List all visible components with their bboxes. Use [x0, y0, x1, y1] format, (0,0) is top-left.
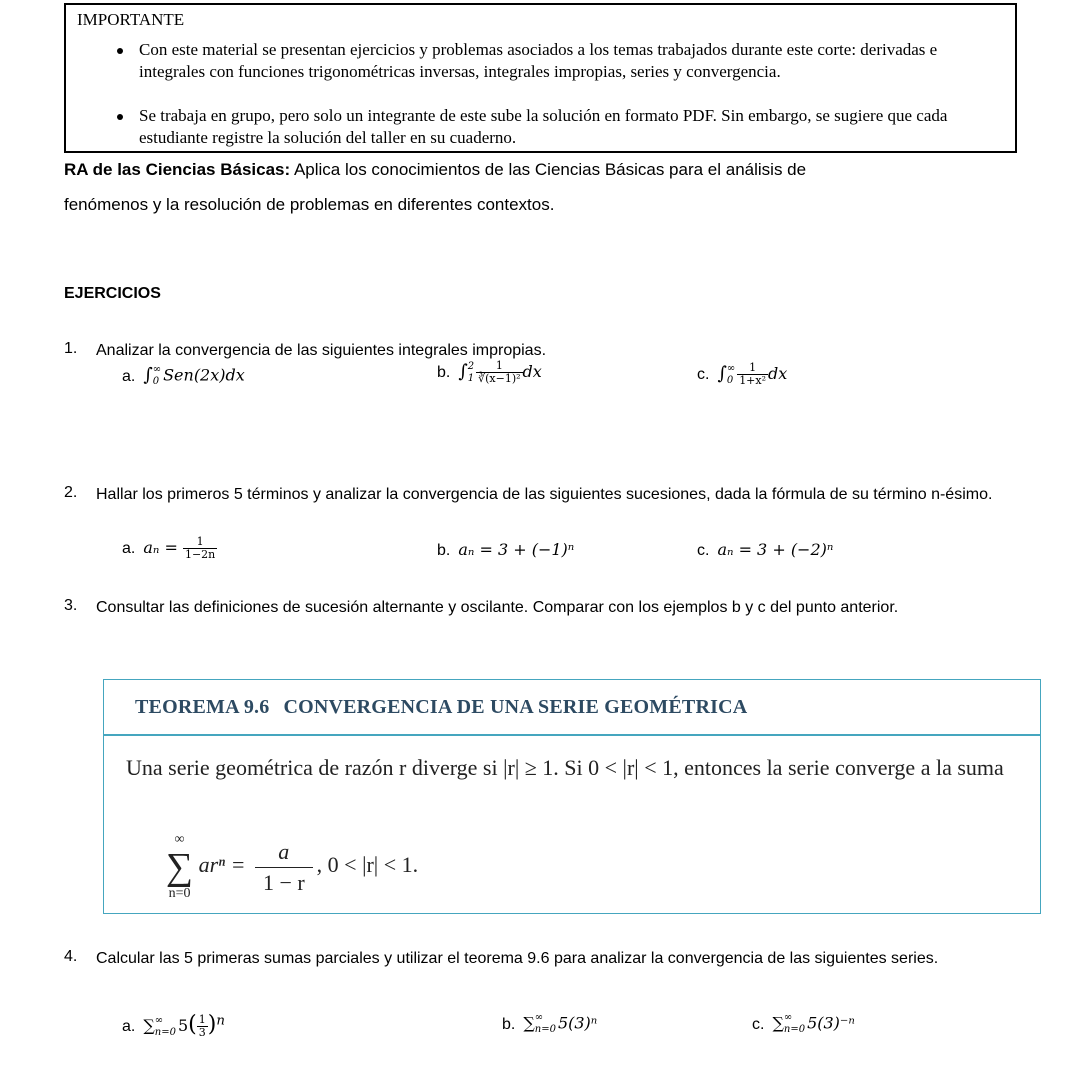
item-label: b. [437, 542, 451, 559]
series-term: 5(3)ⁿ [557, 1013, 598, 1033]
integral-sign-icon: ∫ [717, 363, 727, 384]
theorem-formula [166, 832, 418, 902]
sigma-icon: ∞ ∑ n=0 [166, 832, 194, 901]
exercise-text: Calcular las 5 primeras sumas parciales y utilizar el teorema 9.6 para analizar la convergencia de las siguientes series. [96, 950, 939, 967]
integrand: Sen(2x)dx [163, 365, 245, 385]
ra-paragraph [64, 160, 1024, 180]
exercise-1b [437, 360, 542, 385]
item-label: a. [122, 540, 136, 557]
sum-sign-icon: ∑ [523, 1013, 535, 1033]
sequence-formula: aₙ = 3 + (−2)ⁿ [717, 540, 834, 559]
sum-limits: ∞ n=0 [154, 1014, 176, 1038]
exercise-number: 1. [64, 340, 78, 357]
exercise-1c [697, 362, 787, 387]
bullet-dot-icon [117, 48, 123, 54]
theorem-title [135, 696, 747, 719]
theorem-box [103, 679, 1041, 914]
item-label: a. [122, 1018, 136, 1035]
item-label: a. [122, 367, 136, 385]
exercise-number: 3. [64, 597, 78, 614]
formula-term: arⁿ = [198, 852, 246, 878]
item-label: b. [502, 1015, 516, 1033]
paren-close: ) [207, 1012, 217, 1037]
fraction: $\frac{1}{\text{1+x²}}$ [739, 361, 767, 387]
sequence-formula: aₙ = 3 + (−1)ⁿ [458, 540, 575, 559]
theorem-name: CONVERGENCIA DE UNA SERIE GEOMÉTRICA [283, 696, 748, 718]
exercise-text: Hallar los primeros 5 términos y analizar la convergencia de las siguientes sucesiones, dada la fórmula de su término n-ésimo. [96, 486, 993, 503]
exercise-2b [437, 540, 574, 560]
integral-sign-icon: ∫ [458, 361, 468, 382]
important-bullet-text: Se trabaja en grupo, pero solo un integrante de este sube la solución en formato PDF. Sin embargo, se sugiere que cada estudiante registre la solución del taller en su cuaderno. [139, 106, 948, 147]
sequence-lhs: aₙ = [143, 538, 178, 557]
exercise-4a [122, 1012, 225, 1039]
sum-limits: ∞ n=0 [534, 1012, 556, 1035]
item-label: c. [697, 366, 710, 383]
formula-fraction: $\frac{a}{1 - r}$ [255, 837, 313, 898]
important-notice-box [64, 3, 1017, 153]
item-label: b. [437, 364, 451, 381]
fraction: $\frac{1}{3}$ [198, 1013, 206, 1039]
integral-limits: ∞ 0 [726, 362, 736, 386]
bullet-dot-icon [117, 114, 123, 120]
exercise-2a [122, 536, 217, 561]
paren-open: ( [188, 1012, 197, 1037]
item-label: c. [752, 1015, 765, 1033]
exercise-4b [502, 1012, 597, 1036]
ra-label: RA de las Ciencias Básicas: [64, 160, 291, 179]
integral-limits: 2 1 [467, 360, 475, 384]
fraction: $\frac{1}{1-2n}$ [184, 535, 216, 561]
important-title: IMPORTANTE [77, 10, 185, 29]
exercise-1a [122, 364, 245, 388]
sum-sign-icon: ∑ [143, 1016, 155, 1035]
sum-sign-icon: ∑ [772, 1013, 784, 1033]
ra-text: Aplica los conocimientos de las Ciencias Básicas para el análisis de [290, 160, 807, 179]
integrand-tail: dx [768, 364, 788, 383]
series-coef: 5 [177, 1016, 189, 1035]
theorem-statement: Una serie geométrica de razón r diverge si |r| ≥ 1. Si 0 < |r| < 1, entonces la serie converge a la suma [126, 755, 1004, 780]
sum-limits: ∞ n=0 [783, 1012, 806, 1035]
integral-sign-icon: ∫ [143, 364, 153, 386]
item-label: c. [697, 542, 710, 559]
integrand-tail: dx [522, 362, 542, 381]
ra-paragraph-cont: fenómenos y la resolución de problemas en diferentes contextos. [64, 195, 555, 214]
exercise-text: Analizar la convergencia de las siguientes integrales impropias. [96, 342, 547, 359]
integral-limits: ∞ 0 [152, 364, 162, 387]
fraction: $\frac{1}{\text{∛(x−1)²}}$ [478, 359, 521, 385]
section-title: EJERCICIOS [64, 285, 161, 302]
theorem-number: TEOREMA 9.6 [135, 696, 270, 718]
exercise-2c [697, 540, 833, 560]
exercise-text: Consultar las definiciones de sucesión alternante y oscilante. Comparar con los ejemplos b y c del punto anterior. [96, 599, 899, 616]
theorem-header [104, 680, 1040, 736]
exercise-number: 4. [64, 948, 78, 965]
important-bullet-text: Con este material se presentan ejercicios y problemas asociados a los temas trabajados durante este corte: derivadas e integrales con funciones trigonométricas inversas, integrales impropias, series y convergencia. [139, 40, 938, 81]
series-exponent: n [216, 1013, 225, 1029]
exercise-number: 2. [64, 484, 78, 501]
formula-condition: , 0 < |r| < 1. [316, 852, 419, 878]
series-term: 5(3)⁻ⁿ [807, 1013, 855, 1033]
exercise-4c [752, 1012, 855, 1036]
